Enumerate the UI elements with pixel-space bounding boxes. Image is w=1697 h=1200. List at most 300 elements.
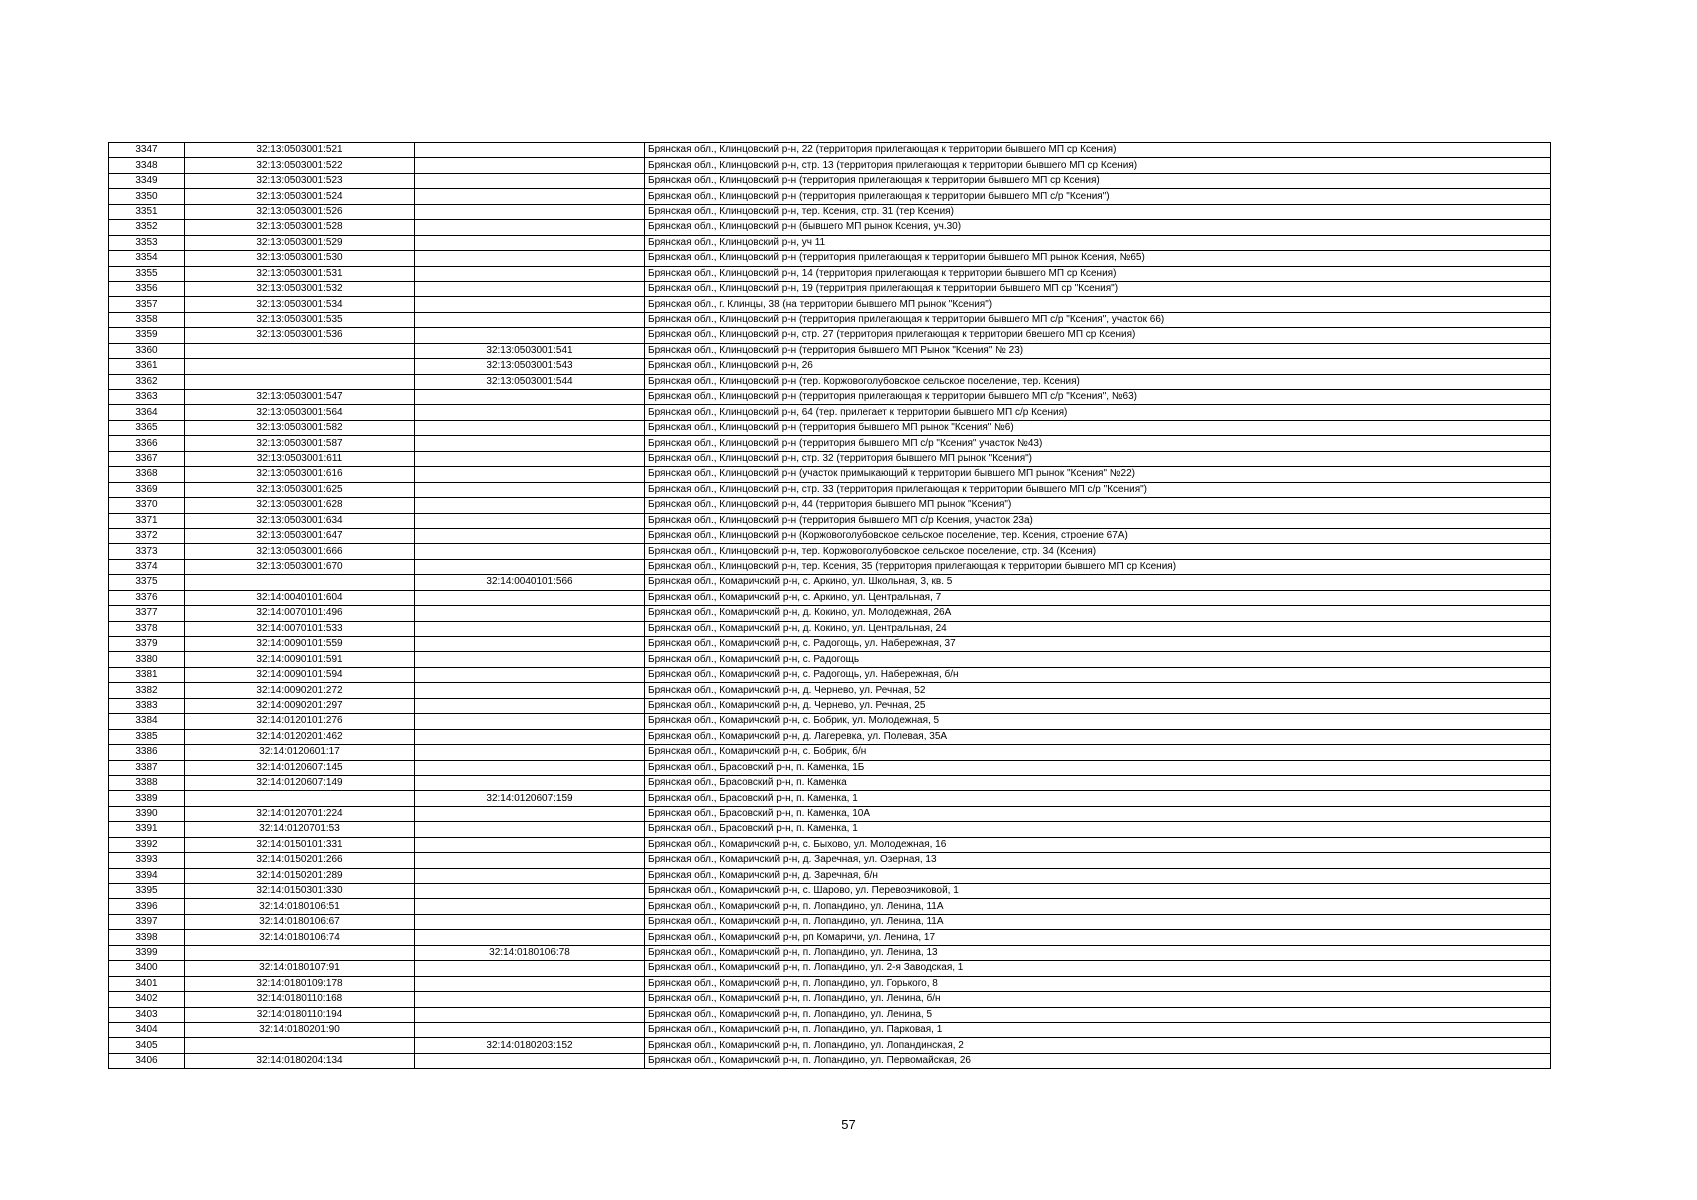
address: Брянская обл., Клинцовский р-н (участок примыкающий к территории бывшего МП рынок "Ксения" №22) xyxy=(645,467,1551,482)
row-number: 3358 xyxy=(109,312,185,327)
cadastral-number-alt xyxy=(415,189,645,204)
address: Брянская обл., Клинцовский р-н, 22 (территория прилегающая к территории бывшего МП ср Ксения) xyxy=(645,143,1551,158)
address: Брянская обл., Комаричский р-н, д. Лагеревка, ул. Полевая, 35А xyxy=(645,729,1551,744)
cadastral-number-alt xyxy=(415,297,645,312)
cadastral-number: 32:13:0503001:547 xyxy=(185,390,415,405)
cadastral-number: 32:14:0120607:145 xyxy=(185,760,415,775)
cadastral-number: 32:13:0503001:611 xyxy=(185,451,415,466)
cadastral-number: 32:13:0503001:625 xyxy=(185,482,415,497)
address: Брянская обл., Комаричский р-н, д. Чернево, ул. Речная, 52 xyxy=(645,683,1551,698)
row-number: 3406 xyxy=(109,1053,185,1068)
address: Брянская обл., Комаричский р-н, д. Чернево, ул. Речная, 25 xyxy=(645,698,1551,713)
cadastral-number-alt xyxy=(415,482,645,497)
row-number: 3382 xyxy=(109,683,185,698)
cadastral-number-alt xyxy=(415,683,645,698)
table-row xyxy=(109,390,1551,405)
cadastral-number: 32:13:0503001:534 xyxy=(185,297,415,312)
cadastral-number-alt xyxy=(415,837,645,852)
cadastral-number-alt xyxy=(415,899,645,914)
cadastral-number-alt xyxy=(415,513,645,528)
cadastral-number: 32:14:0040101:604 xyxy=(185,590,415,605)
row-number: 3380 xyxy=(109,652,185,667)
row-number: 3390 xyxy=(109,806,185,821)
table-row xyxy=(109,189,1551,204)
cadastral-number xyxy=(185,343,415,358)
row-number: 3357 xyxy=(109,297,185,312)
cadastral-number-alt xyxy=(415,451,645,466)
cadastral-number-alt: 32:13:0503001:543 xyxy=(415,359,645,374)
cadastral-number: 32:13:0503001:670 xyxy=(185,559,415,574)
cadastral-number-alt xyxy=(415,528,645,543)
address: Брянская обл., Брасовский р-н, п. Каменка, 10А xyxy=(645,806,1551,821)
cadastral-number-alt xyxy=(415,390,645,405)
address: Брянская обл., Клинцовский р-н (территория бывшего МП с/р Ксения, участок 23а) xyxy=(645,513,1551,528)
cadastral-number xyxy=(185,575,415,590)
row-number: 3375 xyxy=(109,575,185,590)
cadastral-number: 32:14:0090201:272 xyxy=(185,683,415,698)
cadastral-number: 32:13:0503001:634 xyxy=(185,513,415,528)
cadastral-number: 32:13:0503001:524 xyxy=(185,189,415,204)
table-row xyxy=(109,714,1551,729)
row-number: 3401 xyxy=(109,976,185,991)
cadastral-number xyxy=(185,945,415,960)
address: Брянская обл., Комаричский р-н, с. Радогощь, ул. Набережная, б/н xyxy=(645,667,1551,682)
row-number: 3347 xyxy=(109,143,185,158)
table-row xyxy=(109,173,1551,188)
address: Брянская обл., Комаричский р-н, с. Быхово, ул. Молодежная, 16 xyxy=(645,837,1551,852)
cadastral-number-alt xyxy=(415,976,645,991)
cadastral-number: 32:14:0150101:331 xyxy=(185,837,415,852)
address: Брянская обл., Комаричский р-н, п. Лопандино, ул. Горького, 8 xyxy=(645,976,1551,991)
table-row xyxy=(109,281,1551,296)
row-number: 3369 xyxy=(109,482,185,497)
table-row xyxy=(109,621,1551,636)
cadastral-number: 32:14:0120101:276 xyxy=(185,714,415,729)
table-row xyxy=(109,822,1551,837)
cadastral-number xyxy=(185,374,415,389)
table-row xyxy=(109,837,1551,852)
cadastral-number-alt xyxy=(415,420,645,435)
row-number: 3371 xyxy=(109,513,185,528)
table-row xyxy=(109,204,1551,219)
cadastral-number: 32:13:0503001:582 xyxy=(185,420,415,435)
table-row xyxy=(109,467,1551,482)
page-number: 57 xyxy=(841,1117,856,1132)
cadastral-number-alt: 32:14:0180203:152 xyxy=(415,1038,645,1053)
row-number: 3398 xyxy=(109,930,185,945)
table-row xyxy=(109,945,1551,960)
row-number: 3353 xyxy=(109,235,185,250)
cadastral-number-alt xyxy=(415,328,645,343)
address: Брянская обл., Комаричский р-н, д. Кокино, ул. Центральная, 24 xyxy=(645,621,1551,636)
table-row xyxy=(109,266,1551,281)
table-row xyxy=(109,312,1551,327)
table-row xyxy=(109,899,1551,914)
cadastral-number-alt xyxy=(415,1007,645,1022)
table-row xyxy=(109,637,1551,652)
row-number: 3386 xyxy=(109,745,185,760)
address: Брянская обл., Комаричский р-н, п. Лопандино, ул. Ленина, 11А xyxy=(645,914,1551,929)
cadastral-number-alt xyxy=(415,312,645,327)
table-row xyxy=(109,436,1551,451)
row-number: 3352 xyxy=(109,220,185,235)
table-row xyxy=(109,745,1551,760)
address: Брянская обл., Клинцовский р-н, стр. 32 (территория бывшего МП рынок "Ксения") xyxy=(645,451,1551,466)
row-number: 3376 xyxy=(109,590,185,605)
cadastral-number-alt: 32:13:0503001:544 xyxy=(415,374,645,389)
row-number: 3349 xyxy=(109,173,185,188)
cadastral-number: 32:14:0180106:67 xyxy=(185,914,415,929)
cadastral-number: 32:14:0120701:224 xyxy=(185,806,415,821)
cadastral-number-alt: 32:14:0040101:566 xyxy=(415,575,645,590)
cadastral-number-alt xyxy=(415,251,645,266)
address: Брянская обл., Клинцовский р-н, 26 xyxy=(645,359,1551,374)
address: Брянская обл., Клинцовский р-н (тер. Коржовоголубовское сельское поселение, тер. Ксения) xyxy=(645,374,1551,389)
table-row xyxy=(109,930,1551,945)
address: Брянская обл., Клинцовский р-н (территория прилегающая к территории бывшего МП с/р "Ксения", №63) xyxy=(645,390,1551,405)
table-row xyxy=(109,451,1551,466)
table-row xyxy=(109,575,1551,590)
cadastral-number-alt xyxy=(415,961,645,976)
row-number: 3362 xyxy=(109,374,185,389)
address: Брянская обл., Брасовский р-н, п. Каменка, 1 xyxy=(645,791,1551,806)
cadastral-number-alt xyxy=(415,637,645,652)
cadastral-number: 32:13:0503001:526 xyxy=(185,204,415,219)
table-row xyxy=(109,528,1551,543)
row-number: 3384 xyxy=(109,714,185,729)
row-number: 3394 xyxy=(109,868,185,883)
row-number: 3400 xyxy=(109,961,185,976)
cadastral-number-alt xyxy=(415,467,645,482)
row-number: 3364 xyxy=(109,405,185,420)
row-number: 3365 xyxy=(109,420,185,435)
row-number: 3373 xyxy=(109,544,185,559)
address: Брянская обл., Клинцовский р-н, 64 (тер. прилегает к территории бывшего МП с/р Ксения) xyxy=(645,405,1551,420)
cadastral-number-alt xyxy=(415,266,645,281)
cadastral-number: 32:13:0503001:536 xyxy=(185,328,415,343)
address: Брянская обл., Клинцовский р-н, стр. 33 (территория прилегающая к территории бывшего МП с/р "Ксения") xyxy=(645,482,1551,497)
cadastral-number: 32:13:0503001:529 xyxy=(185,235,415,250)
table-row xyxy=(109,482,1551,497)
address: Брянская обл., Комаричский р-н, рп Комаричи, ул. Ленина, 17 xyxy=(645,930,1551,945)
address: Брянская обл., Клинцовский р-н, 19 (территрия прилегающая к территории бывшего МП ср "Ксения") xyxy=(645,281,1551,296)
cadastral-number: 32:14:0180110:168 xyxy=(185,992,415,1007)
address: Брянская обл., Комаричский р-н, п. Лопандино, ул. Ленина, 11А xyxy=(645,899,1551,914)
row-number: 3396 xyxy=(109,899,185,914)
cadastral-number-alt xyxy=(415,498,645,513)
cadastral-number: 32:13:0503001:523 xyxy=(185,173,415,188)
row-number: 3368 xyxy=(109,467,185,482)
address: Брянская обл., Комаричский р-н, д. Кокино, ул. Молодежная, 26А xyxy=(645,606,1551,621)
address: Брянская обл., Комаричский р-н, д. Заречная, б/н xyxy=(645,868,1551,883)
cadastral-number-alt xyxy=(415,235,645,250)
cadastral-number xyxy=(185,1038,415,1053)
cadastral-number: 32:13:0503001:628 xyxy=(185,498,415,513)
address: Брянская обл., Клинцовский р-н, стр. 27 (территория прилегающая к территории бвешего МП ср Ксения) xyxy=(645,328,1551,343)
cadastral-number-alt xyxy=(415,1053,645,1068)
row-number: 3366 xyxy=(109,436,185,451)
row-number: 3383 xyxy=(109,698,185,713)
table-row xyxy=(109,961,1551,976)
address: Брянская обл., Клинцовский р-н, тер. Коржовоголубовское сельское поселение, стр. 34 (Ксения) xyxy=(645,544,1551,559)
cadastral-number-alt xyxy=(415,544,645,559)
row-number: 3359 xyxy=(109,328,185,343)
cadastral-number: 32:14:0180106:51 xyxy=(185,899,415,914)
address: Брянская обл., Комаричский р-н, с. Бобрик, ул. Молодежная, 5 xyxy=(645,714,1551,729)
cadastral-number-alt xyxy=(415,204,645,219)
row-number: 3372 xyxy=(109,528,185,543)
address: Брянская обл., Комаричский р-н, с. Радогощь xyxy=(645,652,1551,667)
address: Брянская обл., Комаричский р-н, д. Заречная, ул. Озерная, 13 xyxy=(645,853,1551,868)
cadastral-number-alt xyxy=(415,822,645,837)
address: Брянская обл., Комаричский р-н, п. Лопандино, ул. 2-я Заводская, 1 xyxy=(645,961,1551,976)
cadastral-number-alt xyxy=(415,760,645,775)
cadastral-number: 32:14:0180110:194 xyxy=(185,1007,415,1022)
address: Брянская обл., Клинцовский р-н (территория бывшего МП Рынок "Ксения" № 23) xyxy=(645,343,1551,358)
table-row xyxy=(109,1038,1551,1053)
address: Брянская обл., Клинцовский р-н (бывшего МП рынок Ксения, уч.30) xyxy=(645,220,1551,235)
table-row xyxy=(109,498,1551,513)
row-number: 3405 xyxy=(109,1038,185,1053)
table-row xyxy=(109,853,1551,868)
address: Брянская обл., Брасовский р-н, п. Каменка, 1Б xyxy=(645,760,1551,775)
cadastral-number: 32:14:0180204:134 xyxy=(185,1053,415,1068)
table-row xyxy=(109,1007,1551,1022)
address: Брянская обл., Комаричский р-н, п. Лопандино, ул. Ленина, 5 xyxy=(645,1007,1551,1022)
address: Брянская обл., Комаричский р-н, с. Аркино, ул. Школьная, 3, кв. 5 xyxy=(645,575,1551,590)
cadastral-number: 32:14:0090101:559 xyxy=(185,637,415,652)
address: Брянская обл., г. Клинцы, 38 (на территории бывшего МП рынок "Ксения") xyxy=(645,297,1551,312)
row-number: 3403 xyxy=(109,1007,185,1022)
row-number: 3388 xyxy=(109,775,185,790)
address: Брянская обл., Комаричский р-н, с. Радогощь, ул. Набережная, 37 xyxy=(645,637,1551,652)
cadastral-number: 32:14:0120201:462 xyxy=(185,729,415,744)
row-number: 3391 xyxy=(109,822,185,837)
cadastral-number: 32:13:0503001:528 xyxy=(185,220,415,235)
row-number: 3374 xyxy=(109,559,185,574)
table-row xyxy=(109,158,1551,173)
address: Брянская обл., Комаричский р-н, п. Лопандино, ул. Лопандинская, 2 xyxy=(645,1038,1551,1053)
table-row xyxy=(109,914,1551,929)
table-row xyxy=(109,683,1551,698)
address: Брянская обл., Комаричский р-н, с. Шарово, ул. Перевозчиковой, 1 xyxy=(645,884,1551,899)
cadastral-number: 32:14:0090101:594 xyxy=(185,667,415,682)
address: Брянская обл., Клинцовский р-н, тер. Ксения, 35 (территория прилегающая к территории бывшего МП ср Ксения) xyxy=(645,559,1551,574)
cadastral-number-alt xyxy=(415,667,645,682)
cadastral-number: 32:13:0503001:531 xyxy=(185,266,415,281)
cadastral-number: 32:13:0503001:535 xyxy=(185,312,415,327)
row-number: 3355 xyxy=(109,266,185,281)
row-number: 3378 xyxy=(109,621,185,636)
row-number: 3393 xyxy=(109,853,185,868)
row-number: 3385 xyxy=(109,729,185,744)
cadastral-number: 32:14:0090201:297 xyxy=(185,698,415,713)
address: Брянская обл., Клинцовский р-н (территория бывшего МП рынок "Ксения" №6) xyxy=(645,420,1551,435)
address: Брянская обл., Клинцовский р-н, тер. Ксения, стр. 31 (тер Ксения) xyxy=(645,204,1551,219)
cadastral-number: 32:13:0503001:564 xyxy=(185,405,415,420)
cadastral-number: 32:14:0120601:17 xyxy=(185,745,415,760)
address: Брянская обл., Клинцовский р-н, уч 11 xyxy=(645,235,1551,250)
cadastral-number-alt xyxy=(415,853,645,868)
row-number: 3363 xyxy=(109,390,185,405)
address: Брянская обл., Клинцовский р-н (территория прилегающая к территории бывшего МП с/р "Ксения") xyxy=(645,189,1551,204)
cadastral-number-alt: 32:14:0180106:78 xyxy=(415,945,645,960)
table-row xyxy=(109,606,1551,621)
cadastral-number: 32:14:0150301:330 xyxy=(185,884,415,899)
cadastral-number-alt xyxy=(415,621,645,636)
cadastral-number-alt xyxy=(415,436,645,451)
address: Брянская обл., Клинцовский р-н, 14 (территория прилегающая к территории бывшего МП ср Ксения) xyxy=(645,266,1551,281)
cadastral-number: 32:14:0120701:53 xyxy=(185,822,415,837)
cadastral-number-alt xyxy=(415,698,645,713)
cadastral-number: 32:13:0503001:530 xyxy=(185,251,415,266)
address: Брянская обл., Клинцовский р-н, стр. 13 (территория прилегающая к территории бывшего МП ср Ксения) xyxy=(645,158,1551,173)
table-row xyxy=(109,328,1551,343)
cadastral-number-alt: 32:14:0120607:159 xyxy=(415,791,645,806)
row-number: 3387 xyxy=(109,760,185,775)
table-row xyxy=(109,374,1551,389)
cadastral-number-alt xyxy=(415,714,645,729)
cadastral-number: 32:14:0070101:496 xyxy=(185,606,415,621)
row-number: 3377 xyxy=(109,606,185,621)
row-number: 3351 xyxy=(109,204,185,219)
table-row xyxy=(109,760,1551,775)
cadastral-number-alt xyxy=(415,652,645,667)
table-row xyxy=(109,143,1551,158)
cadastral-number: 32:13:0503001:532 xyxy=(185,281,415,296)
cadastral-number-alt xyxy=(415,775,645,790)
registry-table xyxy=(108,142,1551,1069)
cadastral-number-alt xyxy=(415,729,645,744)
table-row xyxy=(109,343,1551,358)
table-row xyxy=(109,220,1551,235)
row-number: 3370 xyxy=(109,498,185,513)
row-number: 3399 xyxy=(109,945,185,960)
cadastral-number: 32:13:0503001:616 xyxy=(185,467,415,482)
table-row xyxy=(109,405,1551,420)
address: Брянская обл., Комаричский р-н, п. Лопандино, ул. Ленина, б/н xyxy=(645,992,1551,1007)
address: Брянская обл., Брасовский р-н, п. Каменка xyxy=(645,775,1551,790)
cadastral-number-alt xyxy=(415,868,645,883)
address: Брянская обл., Клинцовский р-н (территория прилегающая к территории бывшего МП рынок Ксения, №65) xyxy=(645,251,1551,266)
table-row xyxy=(109,992,1551,1007)
row-number: 3350 xyxy=(109,189,185,204)
registry-body xyxy=(109,143,1551,1069)
row-number: 3354 xyxy=(109,251,185,266)
cadastral-number-alt xyxy=(415,173,645,188)
cadastral-number-alt xyxy=(415,158,645,173)
cadastral-number-alt: 32:13:0503001:541 xyxy=(415,343,645,358)
cadastral-number-alt xyxy=(415,992,645,1007)
table-row xyxy=(109,775,1551,790)
table-row xyxy=(109,590,1551,605)
cadastral-number: 32:14:0150201:266 xyxy=(185,853,415,868)
cadastral-number: 32:13:0503001:647 xyxy=(185,528,415,543)
cadastral-number: 32:14:0180201:90 xyxy=(185,1022,415,1037)
cadastral-number: 32:14:0090101:591 xyxy=(185,652,415,667)
cadastral-number-alt xyxy=(415,281,645,296)
table-row xyxy=(109,698,1551,713)
cadastral-number: 32:14:0120607:149 xyxy=(185,775,415,790)
cadastral-number-alt xyxy=(415,559,645,574)
cadastral-number-alt xyxy=(415,405,645,420)
cadastral-number-alt xyxy=(415,590,645,605)
table-row xyxy=(109,513,1551,528)
row-number: 3402 xyxy=(109,992,185,1007)
cadastral-number: 32:13:0503001:666 xyxy=(185,544,415,559)
cadastral-number-alt xyxy=(415,220,645,235)
cadastral-number: 32:13:0503001:587 xyxy=(185,436,415,451)
cadastral-number: 32:14:0070101:533 xyxy=(185,621,415,636)
cadastral-number xyxy=(185,359,415,374)
cadastral-number-alt xyxy=(415,143,645,158)
table-row xyxy=(109,251,1551,266)
cadastral-number xyxy=(185,791,415,806)
row-number: 3379 xyxy=(109,637,185,652)
row-number: 3381 xyxy=(109,667,185,682)
table-row xyxy=(109,559,1551,574)
address: Брянская обл., Комаричский р-н, п. Лопандино, ул. Первомайская, 26 xyxy=(645,1053,1551,1068)
address: Брянская обл., Комаричский р-н, с. Бобрик, б/н xyxy=(645,745,1551,760)
table-row xyxy=(109,976,1551,991)
table-row xyxy=(109,235,1551,250)
table-row xyxy=(109,868,1551,883)
row-number: 3348 xyxy=(109,158,185,173)
cadastral-number-alt xyxy=(415,1022,645,1037)
table-row xyxy=(109,297,1551,312)
address: Брянская обл., Брасовский р-н, п. Каменка, 1 xyxy=(645,822,1551,837)
row-number: 3397 xyxy=(109,914,185,929)
cadastral-number: 32:14:0150201:289 xyxy=(185,868,415,883)
table-row xyxy=(109,1053,1551,1068)
table-row xyxy=(109,791,1551,806)
row-number: 3367 xyxy=(109,451,185,466)
table-row xyxy=(109,1022,1551,1037)
row-number: 3404 xyxy=(109,1022,185,1037)
address: Брянская обл., Клинцовский р-н (Коржовоголубовское сельское поселение, тер. Ксения, строение 67А) xyxy=(645,528,1551,543)
address: Брянская обл., Клинцовский р-н, 44 (территория бывшего МП рынок "Ксения") xyxy=(645,498,1551,513)
cadastral-number: 32:13:0503001:521 xyxy=(185,143,415,158)
table-row xyxy=(109,806,1551,821)
row-number: 3392 xyxy=(109,837,185,852)
row-number: 3361 xyxy=(109,359,185,374)
cadastral-number-alt xyxy=(415,745,645,760)
cadastral-number-alt xyxy=(415,930,645,945)
row-number: 3395 xyxy=(109,884,185,899)
cadastral-number: 32:14:0180107:91 xyxy=(185,961,415,976)
address: Брянская обл., Клинцовский р-н (территория прилегающая к территории бывшего МП с/р "Ксения", участок 66) xyxy=(645,312,1551,327)
cadastral-number-alt xyxy=(415,884,645,899)
cadastral-number: 32:14:0180109:178 xyxy=(185,976,415,991)
cadastral-number-alt xyxy=(415,914,645,929)
address: Брянская обл., Комаричский р-н, п. Лопандино, ул. Ленина, 13 xyxy=(645,945,1551,960)
cadastral-number-alt xyxy=(415,806,645,821)
row-number: 3389 xyxy=(109,791,185,806)
table-row xyxy=(109,420,1551,435)
table-row xyxy=(109,884,1551,899)
address: Брянская обл., Комаричский р-н, п. Лопандино, ул. Парковая, 1 xyxy=(645,1022,1551,1037)
address: Брянская обл., Клинцовский р-н (территория прилегающая к территории бывшего МП ср Ксения) xyxy=(645,173,1551,188)
row-number: 3356 xyxy=(109,281,185,296)
address: Брянская обл., Клинцовский р-н (территория бывшего МП с/р "Ксения" участок №43) xyxy=(645,436,1551,451)
table-row xyxy=(109,544,1551,559)
table-row xyxy=(109,652,1551,667)
table-row xyxy=(109,667,1551,682)
row-number: 3360 xyxy=(109,343,185,358)
address: Брянская обл., Комаричский р-н, с. Аркино, ул. Центральная, 7 xyxy=(645,590,1551,605)
table-row xyxy=(109,359,1551,374)
cadastral-number: 32:13:0503001:522 xyxy=(185,158,415,173)
